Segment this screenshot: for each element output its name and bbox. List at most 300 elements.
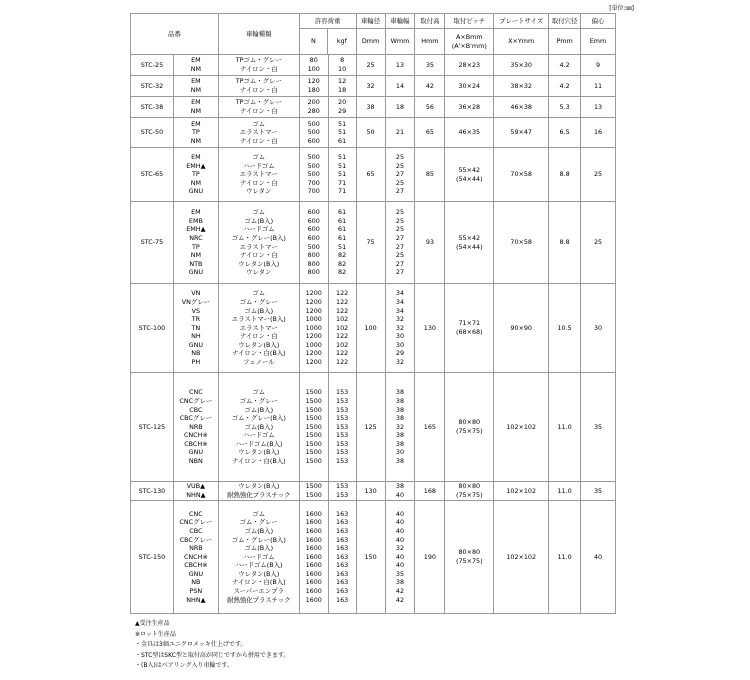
wheel-width-cell-line: 40 bbox=[395, 491, 405, 499]
wheel-width-cell-line: 25 bbox=[395, 161, 405, 170]
load-n-cell-line: 200 bbox=[307, 98, 320, 107]
code-cell-line: NRC bbox=[189, 233, 203, 242]
code-cell-line: EMH▲ bbox=[186, 225, 206, 234]
load-kgf-cell-line: 153 bbox=[336, 482, 349, 491]
mount-pitch-cell-line: 28×23 bbox=[458, 60, 481, 69]
code-cell-line: CNC bbox=[189, 509, 203, 518]
wheel-type-cell-line: ゴム(B入) bbox=[244, 405, 274, 414]
load-n-cell bbox=[299, 118, 328, 148]
wheel-type-cell-line: ゴム(B入) bbox=[244, 422, 274, 431]
load-kgf-cell-line: 71 bbox=[338, 178, 347, 187]
load-kgf-cell-line: 153 bbox=[336, 388, 349, 397]
mount-pitch-cell-line: 80×80 bbox=[458, 418, 481, 427]
wheel-diameter-cell: 150 bbox=[356, 501, 385, 614]
load-kgf-cell bbox=[328, 373, 356, 482]
wheel-type-cell bbox=[218, 202, 299, 284]
code-cell-line: PH bbox=[191, 358, 201, 367]
wheel-width-cell-line: 14 bbox=[395, 81, 405, 90]
notes bbox=[135, 619, 289, 672]
code-cell-line: CNCグレー bbox=[179, 518, 213, 527]
load-n-cell-line: 1500 bbox=[305, 448, 322, 457]
load-n-cell bbox=[299, 284, 328, 373]
load-kgf-cell-line: 122 bbox=[336, 349, 349, 358]
code-cell bbox=[173, 373, 218, 482]
wheel-width-cell-line: 34 bbox=[395, 306, 405, 315]
wheel-width-cell-line: 32 bbox=[395, 315, 405, 324]
wheel-type-cell-line: スーパーエンプラ bbox=[233, 587, 285, 596]
plate-size-cell: 70×58 bbox=[494, 148, 549, 202]
wheel-type-cell-line: ゴム(B入) bbox=[244, 306, 274, 315]
load-kgf-cell bbox=[328, 76, 356, 97]
mount-pitch-cell-line: 36×28 bbox=[458, 102, 481, 111]
code-cell-line: CBC bbox=[189, 526, 203, 535]
load-n-cell-line: 1200 bbox=[305, 358, 322, 367]
offset-cell: 25 bbox=[581, 148, 616, 202]
wheel-width-cell-line: 40 bbox=[395, 526, 405, 535]
note-bearing: ・(B入)はベアリング入り車輪です。 bbox=[135, 662, 233, 669]
wheel-type-cell bbox=[218, 76, 299, 97]
wheel-type-cell-line: ゴム(B入) bbox=[244, 544, 274, 553]
mount-height-cell: 85 bbox=[415, 148, 445, 202]
mount-hole-cell: 11.0 bbox=[549, 501, 581, 614]
load-kgf-cell-line: 51 bbox=[338, 170, 347, 179]
mount-height-cell: 35 bbox=[415, 55, 445, 76]
wheel-type-cell-line: ナイロン・白(B入) bbox=[231, 349, 286, 358]
load-kgf-cell-line: 163 bbox=[336, 561, 349, 570]
wheel-diameter-cell: 38 bbox=[356, 97, 385, 118]
table-row bbox=[131, 97, 616, 118]
load-n-cell-line: 500 bbox=[307, 153, 320, 162]
code-cell bbox=[173, 501, 218, 614]
code-cell-line: CBCグレー bbox=[179, 414, 213, 423]
code-cell-line: NM bbox=[190, 107, 202, 115]
load-kgf-cell-line: 163 bbox=[336, 569, 349, 578]
code-cell-line: EM bbox=[191, 77, 201, 86]
load-n-cell-line: 600 bbox=[307, 233, 320, 242]
code-cell-line: EMB bbox=[188, 216, 203, 225]
wheel-width-cell-line: 38 bbox=[395, 457, 405, 466]
header-mount-pitch: 取付ピッチ A×Bmm (A'×B'mm) bbox=[445, 14, 494, 55]
load-n-cell-line: 1600 bbox=[305, 561, 322, 570]
wheel-type-cell-line: ウレタン(B入) bbox=[238, 259, 280, 268]
wheel-type-cell bbox=[218, 97, 299, 118]
code-cell-line: NTB bbox=[189, 259, 203, 268]
code-cell bbox=[173, 202, 218, 284]
wheel-width-cell-line: 30 bbox=[395, 448, 405, 457]
load-n-cell-line: 800 bbox=[307, 259, 320, 268]
wheel-type-cell-line: ゴム・グレー bbox=[239, 396, 278, 405]
code-cell bbox=[173, 118, 218, 148]
code-cell-line: CNCグレー bbox=[179, 396, 213, 405]
load-n-cell-line: 1600 bbox=[305, 569, 322, 578]
code-cell-line: NRB bbox=[189, 544, 203, 553]
header-plate-size: プレートサイズ X×Ymm bbox=[494, 14, 549, 55]
wheel-type-cell-line: ウレタン(B入) bbox=[238, 340, 280, 349]
load-n-cell-line: 1500 bbox=[305, 491, 322, 499]
code-cell-line: PSN bbox=[189, 587, 203, 596]
wheel-type-cell-line: 耐熱強化プラスチック bbox=[227, 595, 291, 604]
load-n-cell-line: 80 bbox=[309, 56, 318, 65]
wheel-width-cell-line: 13 bbox=[395, 60, 405, 69]
load-kgf-cell-line: 153 bbox=[336, 396, 349, 405]
load-kgf-cell-line: 163 bbox=[336, 509, 349, 518]
load-kgf-cell-line: 61 bbox=[338, 225, 347, 234]
wheel-type-cell-line: ゴム bbox=[252, 289, 266, 298]
wheel-width-cell bbox=[385, 148, 415, 202]
load-kgf-cell-line: 153 bbox=[336, 405, 349, 414]
load-n-cell bbox=[299, 482, 328, 501]
mount-pitch-cell bbox=[445, 76, 494, 97]
code-cell-line: GNU bbox=[188, 569, 204, 578]
wheel-type-cell-line: ウレタン(B入) bbox=[238, 569, 280, 578]
code-cell-line: GNU bbox=[188, 340, 204, 349]
wheel-type-cell-line: エラストマー bbox=[239, 128, 278, 137]
table-row bbox=[131, 118, 616, 148]
wheel-type-cell-line: ゴム bbox=[252, 119, 266, 128]
code-cell-line: EM bbox=[191, 153, 201, 162]
load-kgf-cell bbox=[328, 118, 356, 148]
wheel-width-cell bbox=[385, 55, 415, 76]
wheel-type-cell-line: ナイロン・白(B入) bbox=[231, 578, 286, 587]
code-cell bbox=[173, 97, 218, 118]
load-n-cell-line: 1500 bbox=[305, 431, 322, 440]
load-kgf-cell-line: 122 bbox=[336, 289, 349, 298]
load-n-cell-line: 1500 bbox=[305, 439, 322, 448]
load-kgf-cell-line: 153 bbox=[336, 439, 349, 448]
mount-hole-cell: 4.2 bbox=[549, 76, 581, 97]
load-kgf-cell-line: 82 bbox=[338, 251, 347, 260]
wheel-type-cell-line: ナイロン・白 bbox=[239, 332, 278, 341]
load-n-cell bbox=[299, 148, 328, 202]
wheel-type-cell-line: ゴム・グレー(B入) bbox=[231, 233, 286, 242]
load-n-cell-line: 1500 bbox=[305, 414, 322, 423]
load-n-cell-line: 500 bbox=[307, 242, 320, 251]
offset-cell: 40 bbox=[581, 501, 616, 614]
note-made-to-order: ▲受注生産品 bbox=[135, 620, 170, 627]
offset-cell: 13 bbox=[581, 97, 616, 118]
code-cell-line: NBN bbox=[188, 457, 203, 466]
load-kgf-cell-line: 61 bbox=[338, 233, 347, 242]
load-kgf-cell-line: 18 bbox=[338, 86, 347, 94]
load-n-cell-line: 1500 bbox=[305, 396, 322, 405]
wheel-width-cell-line: 42 bbox=[395, 587, 405, 596]
mount-hole-cell: 8.8 bbox=[549, 148, 581, 202]
plate-size-cell: 38×32 bbox=[494, 76, 549, 97]
header-mount-height: 取付高 Hmm bbox=[415, 14, 445, 55]
load-n-cell-line: 1000 bbox=[305, 315, 322, 324]
wheel-width-cell-line: 38 bbox=[395, 388, 405, 397]
load-kgf-cell-line: 51 bbox=[338, 242, 347, 251]
code-cell-line: EMH▲ bbox=[186, 161, 206, 170]
header-load-n: N bbox=[300, 29, 328, 54]
wheel-type-cell-line: ゴム・グレー(B入) bbox=[231, 414, 286, 423]
wheel-width-cell-line: 25 bbox=[395, 225, 405, 234]
header-wheel-type: 車輪種類 bbox=[218, 14, 299, 55]
wheel-width-cell bbox=[385, 482, 415, 501]
mount-pitch-cell-line: 55×42 bbox=[458, 233, 481, 242]
load-n-cell-line: 1500 bbox=[305, 405, 322, 414]
load-n-cell-line: 1600 bbox=[305, 578, 322, 587]
table-row bbox=[131, 202, 616, 284]
wheel-type-cell-line: エラストマー bbox=[239, 242, 278, 251]
header-load-kgf: kgf bbox=[336, 37, 347, 46]
load-n-cell-line: 280 bbox=[307, 107, 320, 115]
code-cell bbox=[173, 482, 218, 501]
mount-hole-cell: 6.5 bbox=[549, 118, 581, 148]
code-cell-line: VS bbox=[191, 306, 201, 315]
wheel-width-cell-line: 32 bbox=[395, 422, 405, 431]
load-n-cell-line: 1600 bbox=[305, 518, 322, 527]
wheel-width-cell bbox=[385, 373, 415, 482]
mount-pitch-cell bbox=[445, 373, 494, 482]
wheel-type-cell-line: エラストマー bbox=[239, 323, 278, 332]
load-kgf-cell-line: 122 bbox=[336, 306, 349, 315]
mount-height-cell: 130 bbox=[415, 284, 445, 373]
load-n-cell-line: 1200 bbox=[305, 349, 322, 358]
load-n-cell bbox=[299, 501, 328, 614]
header-load bbox=[299, 14, 356, 55]
wheel-width-cell-line: 40 bbox=[395, 561, 405, 570]
load-kgf-cell-line: 163 bbox=[336, 526, 349, 535]
mount-hole-cell: 8.8 bbox=[549, 202, 581, 284]
wheel-type-cell-line: ゴム bbox=[252, 388, 266, 397]
wheel-width-cell-line: 40 bbox=[395, 552, 405, 561]
wheel-type-cell-line: エラストマー bbox=[239, 170, 278, 179]
wheel-width-cell-line: 21 bbox=[395, 128, 405, 137]
load-kgf-cell-line: 29 bbox=[338, 107, 347, 115]
wheel-type-cell-line: TPゴム・グレー bbox=[235, 77, 282, 86]
load-kgf-cell-line: 163 bbox=[336, 535, 349, 544]
mount-hole-cell: 11.0 bbox=[549, 373, 581, 482]
code-cell-line: NM bbox=[190, 136, 202, 145]
mount-hole-cell: 10.5 bbox=[549, 284, 581, 373]
mount-hole-cell: 5.3 bbox=[549, 97, 581, 118]
mount-pitch-cell-line: 30×24 bbox=[458, 81, 481, 90]
model-cell: STC-32 bbox=[131, 76, 174, 97]
wheel-width-cell-line: 27 bbox=[395, 233, 405, 242]
code-cell-line: EM bbox=[191, 56, 201, 65]
load-n-cell-line: 120 bbox=[307, 77, 320, 86]
wheel-type-cell-line: ゴム・グレー bbox=[239, 518, 278, 527]
wheel-type-cell-line: ハードゴム(B入) bbox=[235, 561, 283, 570]
wheel-type-cell-line: ウレタン bbox=[246, 187, 272, 196]
wheel-type-cell bbox=[218, 118, 299, 148]
wheel-diameter-cell: 50 bbox=[356, 118, 385, 148]
load-n-cell-line: 1000 bbox=[305, 340, 322, 349]
code-cell-line: TP bbox=[191, 242, 200, 251]
table-row bbox=[131, 55, 616, 76]
load-kgf-cell-line: 163 bbox=[336, 587, 349, 596]
model-cell: STC-50 bbox=[131, 118, 174, 148]
load-n-cell-line: 1500 bbox=[305, 422, 322, 431]
wheel-width-cell-line: 25 bbox=[395, 153, 405, 162]
wheel-width-cell-line: 38 bbox=[395, 431, 405, 440]
load-kgf-cell bbox=[328, 97, 356, 118]
load-kgf-cell-line: 20 bbox=[338, 98, 347, 107]
code-cell-line: NB bbox=[191, 349, 201, 358]
wheel-width-cell-line: 34 bbox=[395, 297, 405, 306]
note-plating: ・金具は3価ユニクロメッキ仕上げです。 bbox=[135, 641, 247, 648]
load-kgf-cell bbox=[328, 148, 356, 202]
model-cell: STC-38 bbox=[131, 97, 174, 118]
wheel-type-cell-line: 耐熱強化プラスチック bbox=[227, 491, 291, 499]
code-cell-line: CBC bbox=[189, 405, 203, 414]
model-cell: STC-25 bbox=[131, 55, 174, 76]
load-kgf-cell-line: 102 bbox=[336, 340, 349, 349]
plate-size-cell: 102×102 bbox=[494, 373, 549, 482]
wheel-width-cell-line: 40 bbox=[395, 535, 405, 544]
load-n-cell-line: 180 bbox=[307, 86, 320, 94]
wheel-type-cell-line: ナイロン・白 bbox=[239, 107, 278, 115]
wheel-type-cell-line: ハードゴム bbox=[242, 161, 275, 170]
load-kgf-cell-line: 163 bbox=[336, 518, 349, 527]
load-n-cell-line: 600 bbox=[307, 216, 320, 225]
mount-height-cell: 56 bbox=[415, 97, 445, 118]
code-cell-line: GNU bbox=[188, 268, 204, 277]
load-kgf-cell-line: 153 bbox=[336, 431, 349, 440]
mount-pitch-cell-line: 46×35 bbox=[458, 128, 481, 137]
load-n-cell-line: 500 bbox=[307, 161, 320, 170]
wheel-width-cell-line: 30 bbox=[395, 332, 405, 341]
wheel-type-cell bbox=[218, 148, 299, 202]
wheel-width-cell-line: 40 bbox=[395, 518, 405, 527]
wheel-type-cell-line: ハードゴム bbox=[242, 431, 275, 440]
load-kgf-cell-line: 51 bbox=[338, 128, 347, 137]
load-kgf-cell bbox=[328, 501, 356, 614]
table-row bbox=[131, 284, 616, 373]
mount-height-cell: 93 bbox=[415, 202, 445, 284]
load-kgf-cell-line: 61 bbox=[338, 216, 347, 225]
wheel-type-cell-line: ナイロン・白 bbox=[239, 65, 278, 73]
plate-size-cell: 90×90 bbox=[494, 284, 549, 373]
wheel-type-cell-line: ゴム bbox=[252, 153, 266, 162]
load-n-cell-line: 1500 bbox=[305, 388, 322, 397]
table-header bbox=[131, 14, 616, 55]
model-cell: STC-150 bbox=[131, 501, 174, 614]
load-n-cell-line: 1200 bbox=[305, 289, 322, 298]
wheel-diameter-cell: 75 bbox=[356, 202, 385, 284]
load-kgf-cell-line: 61 bbox=[338, 136, 347, 145]
load-kgf-cell-line: 12 bbox=[338, 77, 347, 86]
load-n-cell-line: 1600 bbox=[305, 509, 322, 518]
wheel-type-cell bbox=[218, 373, 299, 482]
load-kgf-cell-line: 10 bbox=[338, 65, 347, 73]
mount-pitch-cell-line: 80×80 bbox=[458, 548, 481, 557]
load-kgf-cell-line: 82 bbox=[338, 259, 347, 268]
load-n-cell-line: 1600 bbox=[305, 526, 322, 535]
wheel-type-cell-line: ナイロン・白 bbox=[239, 136, 278, 145]
load-n-cell-line: 500 bbox=[307, 128, 320, 137]
code-cell-line: NHN▲ bbox=[186, 491, 206, 499]
load-n-cell-line: 1500 bbox=[305, 457, 322, 466]
offset-cell: 25 bbox=[581, 202, 616, 284]
code-cell-line: VNグレー bbox=[181, 297, 211, 306]
wheel-width-cell-line: 27 bbox=[395, 242, 405, 251]
load-n-cell-line: 1600 bbox=[305, 552, 322, 561]
wheel-width-cell-line: 32 bbox=[395, 323, 405, 332]
load-kgf-cell-line: 153 bbox=[336, 448, 349, 457]
wheel-type-cell bbox=[218, 284, 299, 373]
code-cell bbox=[173, 284, 218, 373]
header-mount-hole: 取付穴径 Pmm bbox=[549, 14, 581, 55]
load-n-cell-line: 1000 bbox=[305, 323, 322, 332]
code-cell-line: GNU bbox=[188, 187, 204, 196]
code-cell-line: TP bbox=[191, 170, 200, 179]
offset-cell: 30 bbox=[581, 284, 616, 373]
wheel-width-cell-line: 25 bbox=[395, 251, 405, 260]
table-row bbox=[131, 482, 616, 501]
wheel-diameter-cell: 125 bbox=[356, 373, 385, 482]
load-kgf-cell-line: 163 bbox=[336, 544, 349, 553]
load-kgf-cell bbox=[328, 482, 356, 501]
wheel-type-cell-line: TPゴム・グレー bbox=[235, 98, 282, 107]
wheel-diameter-cell: 32 bbox=[356, 76, 385, 97]
load-kgf-cell-line: 8 bbox=[340, 56, 345, 65]
offset-cell: 9 bbox=[581, 55, 616, 76]
code-cell-line: GNU bbox=[188, 448, 204, 457]
wheel-type-cell-line: ハードゴム bbox=[242, 552, 275, 561]
load-n-cell bbox=[299, 202, 328, 284]
load-kgf-cell-line: 122 bbox=[336, 297, 349, 306]
code-cell-line: NH bbox=[191, 332, 201, 341]
load-n-cell-line: 100 bbox=[307, 65, 320, 73]
load-kgf-cell bbox=[328, 284, 356, 373]
code-cell-line: NB bbox=[191, 578, 201, 587]
load-n-cell bbox=[299, 55, 328, 76]
load-n-cell-line: 700 bbox=[307, 187, 320, 196]
code-cell-line: CNCH※ bbox=[183, 431, 208, 440]
code-cell-line: NM bbox=[190, 178, 202, 187]
wheel-width-cell-line: 27 bbox=[395, 187, 405, 196]
code-cell-line: CBCH※ bbox=[184, 561, 208, 570]
wheel-type-cell-line: ウレタン bbox=[246, 268, 272, 277]
wheel-width-cell-line: 25 bbox=[395, 208, 405, 217]
load-n-cell-line: 800 bbox=[307, 268, 320, 277]
mount-pitch-cell-line: 71×71 bbox=[458, 319, 481, 328]
load-n-cell bbox=[299, 76, 328, 97]
load-n-cell-line: 1600 bbox=[305, 544, 322, 553]
header-model: 品番 bbox=[131, 14, 219, 55]
code-cell-line: CBCグレー bbox=[179, 535, 213, 544]
wheel-width-cell bbox=[385, 202, 415, 284]
code-cell bbox=[173, 76, 218, 97]
mount-pitch-cell bbox=[445, 202, 494, 284]
code-cell-line: TN bbox=[191, 323, 201, 332]
wheel-type-cell bbox=[218, 55, 299, 76]
mount-pitch-cell bbox=[445, 55, 494, 76]
mount-height-cell: 42 bbox=[415, 76, 445, 97]
load-kgf-cell-line: 102 bbox=[336, 315, 349, 324]
mount-pitch-cell bbox=[445, 148, 494, 202]
wheel-diameter-cell: 25 bbox=[356, 55, 385, 76]
wheel-type-cell-line: TPゴム・グレー bbox=[235, 56, 282, 65]
wheel-type-cell-line: ハードゴム(B入) bbox=[235, 439, 283, 448]
wheel-type-cell-line: ゴム bbox=[252, 208, 266, 217]
plate-size-cell: 46×38 bbox=[494, 97, 549, 118]
code-cell bbox=[173, 55, 218, 76]
code-cell bbox=[173, 148, 218, 202]
mount-hole-cell: 11.0 bbox=[549, 482, 581, 501]
load-kgf-cell bbox=[328, 55, 356, 76]
load-kgf-cell-line: 61 bbox=[338, 208, 347, 217]
load-kgf-cell-line: 71 bbox=[338, 187, 347, 196]
wheel-type-cell-line: ハードゴム bbox=[242, 225, 275, 234]
wheel-width-cell-line: 27 bbox=[395, 259, 405, 268]
wheel-width-cell-line: 29 bbox=[395, 349, 405, 358]
wheel-width-cell-line: 38 bbox=[395, 414, 405, 423]
load-n-cell bbox=[299, 373, 328, 482]
code-cell-line: CBCH※ bbox=[184, 439, 208, 448]
